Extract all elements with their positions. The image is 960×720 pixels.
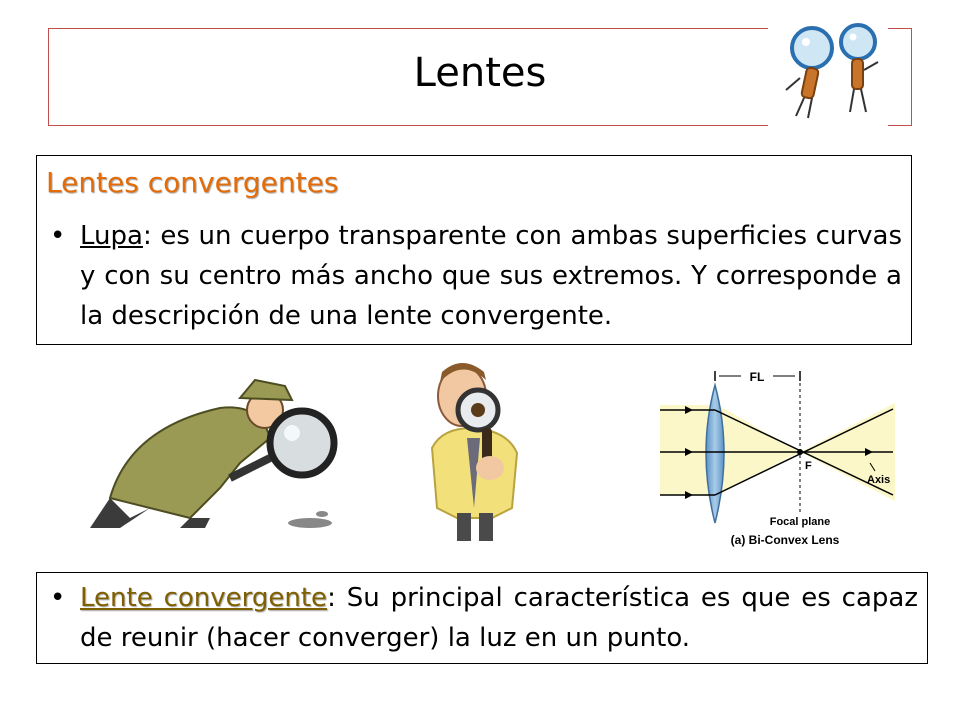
bullet-lente-convergente <box>46 578 918 658</box>
biconvex-lens-diagram <box>655 365 900 550</box>
man-with-magnifier <box>412 358 542 544</box>
focus-label: F <box>805 460 812 472</box>
fl-label: FL <box>749 370 765 384</box>
mascot-right <box>841 25 878 112</box>
detective-illustration <box>70 368 340 538</box>
bullet-lupa <box>46 216 902 336</box>
lente-convergente-description: : Su principal característica es que es capaz de reunir (hacer converger) la luz en un punto. <box>80 583 918 653</box>
section-heading: Lentes convergentes <box>46 166 339 199</box>
mascot-left <box>786 28 832 118</box>
focal-plane-label: Focal plane <box>769 516 831 528</box>
term-lente-convergente: Lente convergente <box>80 583 328 613</box>
bullet-dot: • <box>50 583 66 613</box>
slide-title: Lentes <box>413 50 547 96</box>
term-lupa: Lupa <box>80 221 143 251</box>
axis-label: Axis <box>867 474 891 486</box>
magnifier-mascots <box>768 18 888 130</box>
diagram-caption: (a) Bi-Convex Lens <box>730 533 840 547</box>
bullet-dot: • <box>50 221 66 251</box>
lupa-description: : es un cuerpo transparente con ambas superficies curvas y con su centro más ancho que sus extremos. Y corresponde a la descripción de una lente convergente. <box>80 221 902 331</box>
